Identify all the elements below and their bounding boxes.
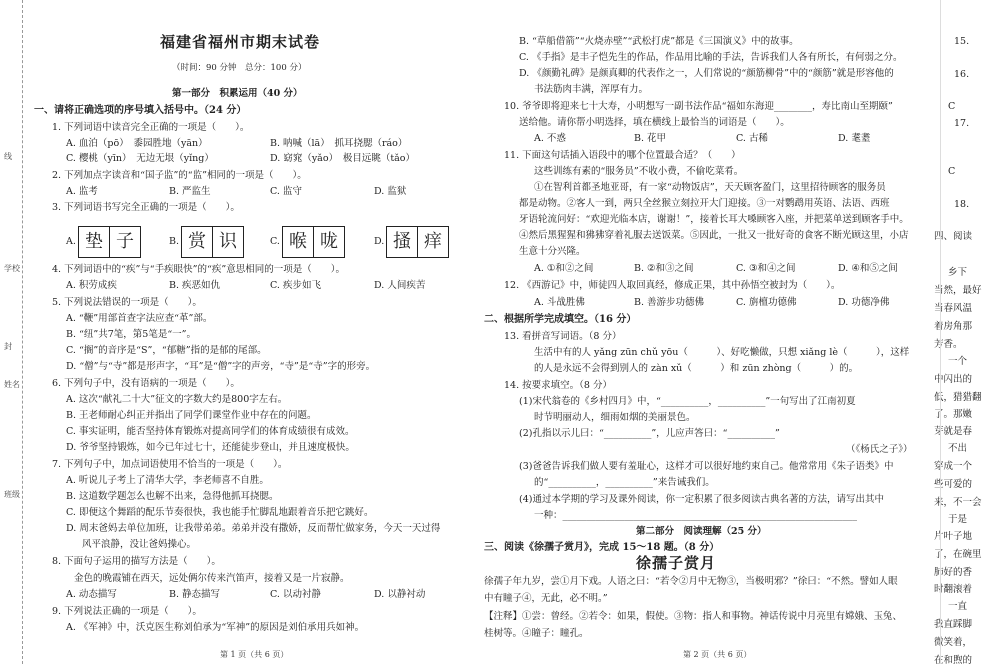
option-label: A.: [66, 236, 76, 247]
text-line: A. 听说儿子考上了清华大学，李老师喜不自胜。: [66, 475, 269, 486]
text-line: A. 血泊（pō） 黍园胜地（yān）: [66, 138, 208, 149]
text-line: 微笑着，: [934, 637, 973, 648]
text-line: C. 《手指》是丰子恺先生的作品，作品用比喻的手法，告诉我们人各有所长，有何弱之分。: [519, 52, 903, 63]
text-line: A. 积劳成疾: [66, 280, 117, 291]
text-line: 低，猎猎翻: [934, 392, 982, 403]
text-line: 乡下: [948, 267, 968, 278]
text-line: 生意十分兴隆。: [519, 246, 586, 257]
text-line: 书法筋肉丰满，浑厚有力。: [534, 84, 649, 95]
option-label: C.: [270, 236, 280, 247]
text-line: ①在智利首都圣地亚哥，有一家“动物饭店”，天天顾客盈门，这里招待顾客的服务员: [534, 182, 886, 193]
text-line: (2)孔指以示儿曰：“__________”，儿应声答曰：“__________”: [519, 428, 780, 439]
text-line: 我直踩脚: [934, 619, 973, 630]
seal-mark: 封: [4, 342, 12, 351]
class-label: 班级: [4, 490, 20, 499]
text-line: B. 王老师耐心纠正并指出了同学们课堂作业中存在的问题。: [66, 410, 317, 421]
text-line: 时翻滚着: [934, 584, 973, 595]
text-line: 徐孺子年九岁，尝①月下戏。人语之曰：“若令②月中无物③，当极明邪？”徐曰：“不然。譬如人眼: [484, 576, 898, 587]
text-line: 了。那嫩: [934, 409, 973, 420]
text-line: 穿成一个: [934, 461, 973, 472]
text-line: 13. 看拼音写词语。（8 分）: [504, 331, 622, 342]
text-line: B. 善游步功德佛: [634, 297, 705, 308]
text-line: 7. 下列句子中，加点词语使用不恰当的一项是（ ）。: [52, 459, 288, 470]
text-line: C: [948, 101, 956, 112]
text-line: 芳香。: [934, 339, 963, 350]
text-line: 金色的晚霞铺在西天，远处俩尔传来汽笛声，接着又是一片寂静。: [74, 573, 350, 584]
text-line: 桂树等。④瞳子：瞳孔。: [484, 628, 589, 639]
text-line: C. ③和④之间: [736, 263, 796, 274]
text-line: B. “纽”共7笔，第5笔是“一”。: [66, 329, 197, 340]
text-line: A. ①和②之间: [534, 263, 594, 274]
boxed-character: 咙: [313, 226, 345, 258]
text-line: 6. 下列句子中，没有语病的一项是（ ）。: [52, 378, 240, 389]
text-line: 当春风温: [934, 303, 973, 314]
school-label: 学校: [4, 264, 20, 273]
text-line: D. 监狱: [374, 186, 407, 197]
text-line: 风平浪静，没让爸妈操心。: [82, 539, 197, 550]
text-line: D. 人间疾苦: [374, 280, 426, 291]
text-line: B. ②和③之间: [634, 263, 694, 274]
text-line: C. 旃檀功德佛: [736, 297, 797, 308]
exam-info: （时间：90 分钟 总分：100 分）: [172, 63, 307, 73]
text-line: A. 这次“献礼二十大”征文的字数大约是800字左右。: [66, 394, 288, 405]
text-line: 着房角那: [934, 321, 973, 332]
text-line: D. 窈窕（yǎo） 极目远眺（tǎo）: [270, 153, 416, 164]
text-line: 11. 下面这句话插入语段中的哪个位置最合适？（ ）: [504, 150, 741, 161]
text-line: B. 花甲: [634, 133, 667, 144]
text-line: D. 以静衬动: [374, 589, 426, 600]
page-divider: [940, 0, 941, 664]
text-line: C. “搁”的音序是“S”，“郁糖”指的是郁的尾部。: [66, 345, 267, 356]
text-line: 些可爱的: [934, 479, 973, 490]
text-line: 一直: [948, 601, 968, 612]
text-line: C. 即便这个舞蹈的配乐节奏很快，我也能手忙脚乱地跟着音乐把它跳好。: [66, 507, 374, 518]
text-line: D. 功德净佛: [838, 297, 890, 308]
page2-footer: 第 2 页（共 6 页）: [683, 650, 752, 659]
text-line: 14. 按要求填空。（8 分）: [504, 380, 612, 391]
text-line: 生活中有的人 yǎng zūn chǔ yōu（ ）、好吃懒做，只想 xiǎng lè（ ），这样: [534, 347, 910, 358]
text-line: 1. 下列词语中读音完全正确的一项是（ ）。: [52, 122, 250, 133]
text-line: 5. 下列说法错误的一项是（ ）。: [52, 297, 202, 308]
text-line: 送给他。请你帮小明选择，填在横线上最恰当的词语是（ ）。: [519, 117, 790, 128]
text-line: A. 斗战胜佛: [534, 297, 585, 308]
text-line: 一种：______________________________________________________________: [534, 510, 858, 521]
text-line: 当然，最好: [934, 285, 982, 296]
text-line: 不出: [948, 443, 968, 454]
text-line: B. 呐喊（lā） 抓耳挠腮（ráo）: [270, 138, 408, 149]
text-line: 四、阅读: [934, 231, 973, 242]
text-line: 片叶子地: [934, 531, 973, 542]
text-line: 中闪出的: [934, 374, 973, 385]
text-line: 中有瞳子④，无此，必不明。”: [484, 593, 608, 604]
text-line: 一个: [948, 356, 968, 367]
text-line: 3. 下列词语书写完全正确的一项是（ ）。: [52, 202, 240, 213]
text-line: B. 这道数学题怎么也解不出来，急得他抓耳挠腮。: [66, 491, 279, 502]
boxed-character: 子: [109, 226, 141, 258]
text-line: C. 监守: [270, 186, 302, 197]
name-label: 姓名: [4, 380, 20, 389]
text-line: 时节明丽动人，细雨如烟的美丽景色。: [534, 412, 696, 423]
text-line: C. 以动衬静: [270, 589, 321, 600]
text-line: 18.: [954, 199, 970, 210]
text-line: B. 疾恶如仇: [169, 280, 221, 291]
text-line: 三、阅读《徐孺子赏月》，完成 15～18 题。（8 分）: [484, 542, 720, 553]
text-line: D. 耄耋: [838, 133, 871, 144]
text-line: 芽就是春: [934, 426, 973, 437]
option-label: D.: [374, 236, 385, 247]
text-line: 肺好的香: [934, 567, 973, 578]
text-line: C. 事实证明，能否坚持体育锻炼对提高同学们的体育成绩很有成效。: [66, 426, 355, 437]
text-line: 第二部分 阅读理解（25 分）: [636, 526, 767, 537]
boxed-character: 赏: [181, 226, 213, 258]
section1-heading: 一、请将正确选项的序号填入括号中。（24 分）: [34, 105, 247, 116]
text-line: D. 周末爸妈去单位加班，让我带弟弟。弟弟并没有撒娇，反而帮忙做家务，今天一天过得: [66, 523, 441, 534]
seal-mark: 线: [4, 152, 12, 161]
text-line: C. 樱桃（yīn） 无边无垠（yǐng）: [66, 153, 214, 164]
text-line: 10. 爷爷即将迎来七十大寿，小明想写一副书法作品“福如东海迎________，寿比南山至期颐”: [504, 101, 893, 112]
boxed-character: 喉: [282, 226, 314, 258]
text-line: (3)爸爸告诉我们做人要有羞耻心，这样才可以很好地约束自己。他常常用《朱子语类》中: [519, 461, 894, 472]
text-line: 都是动物。②客人一到，两只全丝猴立刻拉开大门迎接。③一对鹦鹉用英语、法语、西班: [519, 198, 890, 209]
text-line: A. 动态描写: [66, 589, 117, 600]
text-line: 牙语轮流问好：“欢迎光临本店，谢谢！”，接着长耳大嗓顾客入座，并把菜单送到顾客手中。: [519, 214, 909, 225]
boxed-character: 痒: [417, 226, 449, 258]
text-line: C. 古稀: [736, 133, 768, 144]
option-label: B.: [169, 236, 180, 247]
text-line: A. 不惑: [534, 133, 566, 144]
text-line: D. ④和⑤之间: [838, 263, 898, 274]
exam-title: 福建省福州市期末试卷: [160, 33, 321, 51]
text-line: 的人是永远不会得到别人的 zàn xǔ（ ）和 zūn zhòng（ ）的。: [534, 363, 859, 374]
text-line: 徐孺子赏月: [636, 554, 717, 572]
boxed-character: 垫: [78, 226, 110, 258]
text-line: A. “鞭”用部首查字法应查“革”部。: [66, 313, 213, 324]
text-line: 二、根据所学完成填空。（16 分）: [484, 314, 637, 325]
boxed-character: 识: [212, 226, 244, 258]
text-line: 8. 下面句子运用的描写方法是（ ）。: [52, 556, 221, 567]
text-line: 16.: [954, 69, 970, 80]
text-line: D. 爷爷坚持锻炼，如今已年过七十，还能徒步登山，并且速度极快。: [66, 442, 355, 453]
text-line: B. 静态描写: [169, 589, 221, 600]
text-line: 来，不一会: [934, 497, 982, 508]
text-line: A. 《军神》中，沃克医生称刘伯承为“军神”的原因是刘伯承用兵如神。: [66, 622, 365, 633]
part1-title: 第一部分 积累运用（40 分）: [172, 88, 303, 99]
boxed-character: 搔: [386, 226, 418, 258]
text-line: C. 疾步如飞: [270, 280, 321, 291]
text-line: B. 严监生: [169, 186, 211, 197]
text-line: (4)通过本学期的学习及课外阅读，你一定积累了很多阅读古典名著的方法，请写出其中: [519, 494, 884, 505]
text-line: C: [948, 166, 956, 177]
page1-footer: 第 1 页（共 6 页）: [220, 650, 289, 659]
text-line: A. 监考: [66, 186, 98, 197]
text-line: 于是: [948, 514, 968, 525]
text-line: D. 《颜勤礼碑》是颜真卿的代表作之一，人们常说的“颜筋柳骨”中的“颜筋”就是形容他的: [519, 68, 894, 79]
text-line: 了，在碗里: [934, 549, 982, 560]
text-line: 9. 下列说法正确的一项是（ ）。: [52, 606, 202, 617]
text-line: 【注释】①尝：曾经。②若令：如果，假使。③物：指人和事物。神话传说中月亮里有嫦娥、玉兔、: [484, 611, 903, 622]
text-line: 15.: [954, 36, 970, 47]
text-line: (1)宋代翁卷的《乡村四月》中，“__________，__________”一句写出了江南初夏: [519, 396, 856, 407]
text-line: B. “草船借箭”“火烧赤壁”“武松打虎”都是《三国演义》中的故事。: [519, 36, 799, 47]
text-line: 2. 下列加点字读音和“国子监”的“监”相同的一项是（ ）。: [52, 170, 307, 181]
text-line: 在和煦的: [934, 655, 973, 666]
text-line: 的“__________，__________”来告诫我们。: [534, 477, 715, 488]
binding-margin: [0, 0, 23, 664]
text-line: ④然后黑猩猩和狒狒穿着礼服去送饭菜。⑤因此，一批又一批好奇的食客不断光顾这里，小店: [519, 230, 909, 241]
text-line: 这些训练有素的“服务员”不收小费，不偷吃菜肴。: [534, 166, 744, 177]
text-line: 4. 下列词语中的“疾”与“手疾眼快”的“疾”意思相同的一项是（ ）。: [52, 264, 345, 275]
text-line: （《杨氏之子》）: [846, 444, 913, 455]
text-line: 17.: [954, 118, 970, 129]
text-line: D. “僧”与“寺”都是形声字，“耳”是“僧”字的声旁，“寺”是“寺”字的形旁。: [66, 361, 376, 372]
text-line: 12. 《西游记》中，师徒四人取回真经，修成正果，其中孙悟空被封为（ ）。: [504, 280, 841, 291]
